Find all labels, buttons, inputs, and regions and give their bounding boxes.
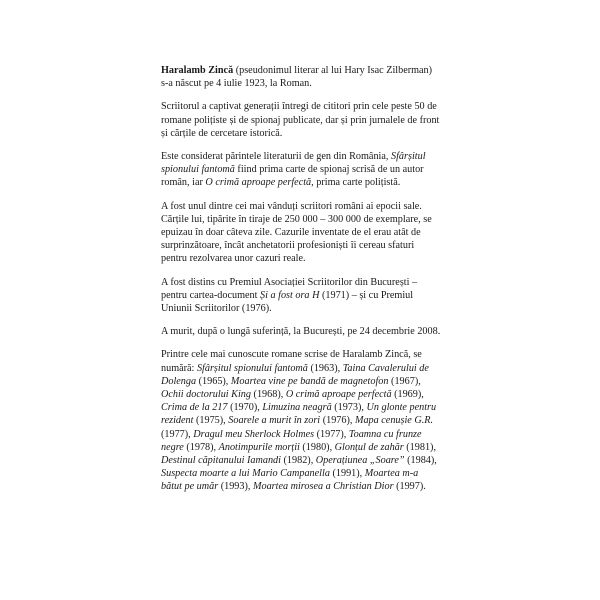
work-year: (1978), [183,441,219,453]
book-title: O crimă aproape perfectă [205,177,312,189]
work-year: (1967), [388,375,421,387]
work-title: Soarele a murit în zori [228,415,321,427]
works-intro: Printre cele mai cunoscute romane scrise de Haralamb Zincă, se numără: [161,349,422,374]
paragraph-popularity: A fost unul dintre cei mai vânduți scriitori români ai epocii sale. Cărțile lui, tipărite în tiraje de 250 000 – 300 000 de exemplare, se epuizau în doar câteva zile. Cazurile inventate de el erau atât de surprinzătoare, încât anchetatorii profesioniști îi cereau sfaturi pentru rezolvarea unor cazuri reale. [161,200,432,265]
work-year: (1973), [331,402,367,414]
work-year: (1963), [307,362,343,374]
work-year: (1984), [404,455,437,467]
work-year: (1969), [391,389,424,401]
work-title: Mapa cenușie G.R. [354,415,434,427]
biography-text [161,64,441,494]
work-year: (1977), [161,428,194,440]
work-title: Un glonte pentru rezident [161,402,437,427]
work-title: Destinul căpitanului Iamandi [161,455,281,467]
pioneer-text: Este considerat părintele literaturii de gen din România, [161,151,391,163]
pioneer-text: fiind prima carte de spionaj scrisă de un autor român, iar [161,164,424,189]
work-title: Moartea m-a bătut pe umăr [161,468,419,493]
work-title: Limuzina neagră [262,402,332,414]
work-year: (1981), [403,441,436,453]
pioneer-text: , prima carte polițistă. [311,177,401,189]
work-year: (1980), [299,441,335,453]
paragraph-death: A murit, după o lungă suferință, la București, pe 24 decembrie 2008. [161,326,441,338]
paragraph-pioneer [161,150,441,190]
work-title: Sfârșitul spionului fantomă [196,362,308,374]
author-name: Haralamb Zincă [161,65,234,76]
work-year: (1977), [314,428,349,440]
work-title: Glonțul de zahăr [334,441,404,453]
work-year: (1968), [251,389,286,401]
birth-text: (pseudonimul literar al lui Hary Isac Zilberman) s-a născut pe 4 iulie 1923, la Roman. [161,65,433,90]
work-title: Operațiunea „Soare” [315,455,405,467]
work-title: O crimă aproape perfectă [285,389,392,401]
work-year: (1993), [218,481,253,493]
work-year: (1965), [196,375,231,387]
work-year: (1982), [280,455,316,467]
work-title: Dragul meu Sherlock Holmes [193,428,315,440]
work-title: Ochii doctorului King [161,389,251,401]
work-year: (1991), [329,468,365,480]
paragraph-works [161,348,441,493]
paragraph-birth [161,64,441,90]
work-title: Suspecta moarte a lui Mario Campanella [161,468,330,480]
paragraph-career: Scriitorul a captivat generații întregi de cititori prin cele peste 50 de romane polițiste și de spionaj publicate, dar și prin jurnalele de front și cărțile de cercetare istorică. [161,101,440,139]
work-title: Moartea vine pe bandă de magnetofon [230,375,389,387]
awards-text: (1971) – și cu Premiul Uniunii Scriitorilor (1976). [161,289,414,315]
work-title: Toamna cu frunze negre [161,428,422,453]
paragraph-awards [161,276,441,316]
work-year: (1997). [393,481,426,493]
awards-text: A fost distins cu Premiul Asociației Scriitorilor din București – pentru cartea-document [161,276,418,301]
work-title: Moartea mirosea a Christian Dior [252,481,394,493]
work-title: Anotimpurile morții [218,441,300,453]
work-title: Crima de la 217 [161,402,228,414]
work-year: (1976), [320,415,355,427]
work-year: (1970), [227,402,263,414]
works-list [161,363,437,493]
book-title: Și a fost ora H [260,289,320,301]
work-year: (1975), [193,415,229,427]
book-title: Sfârșitul spionului fantomă [161,151,426,176]
work-title: Taina Cavalerului de Dolenga [161,362,429,387]
